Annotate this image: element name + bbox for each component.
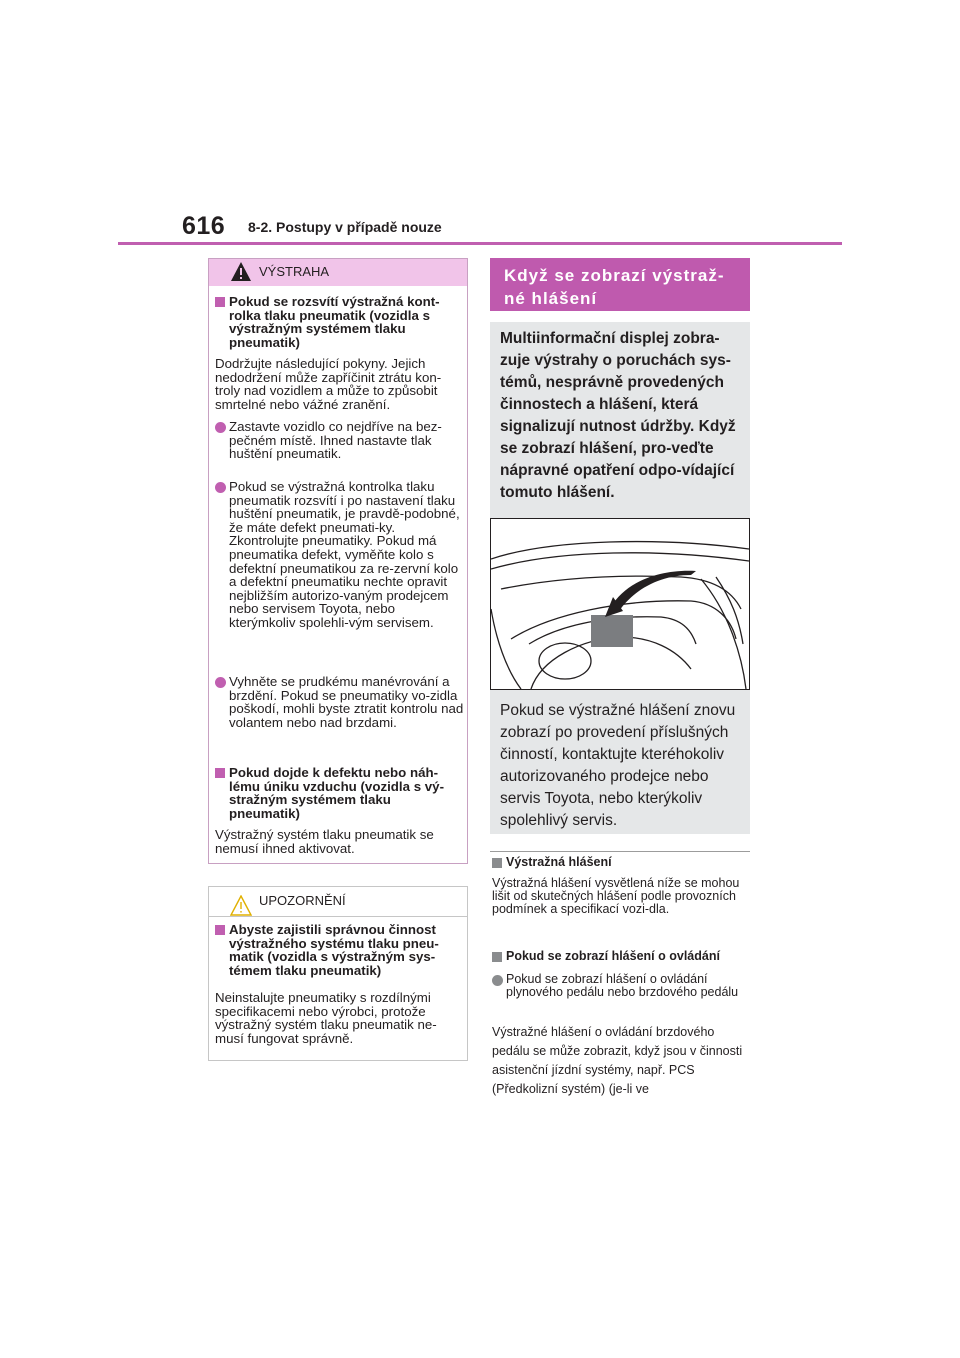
header-rule xyxy=(118,242,842,245)
square-bullet-icon xyxy=(492,858,502,868)
round-bullet-icon xyxy=(215,482,226,493)
banner-title: Když se zobrazí výstraž-né hlášení xyxy=(504,266,725,308)
section-banner xyxy=(490,258,750,311)
pedal-bullet: Pokud se zobrazí hlášení o ovládání plynového pedálu nebo brzdového pedálu xyxy=(506,972,739,999)
caution-title: UPOZORNĚNÍ xyxy=(259,893,346,908)
caution-box xyxy=(208,886,468,1061)
caution-divider xyxy=(209,916,467,917)
pedal-heading: Pokud se zobrazí hlášení o ovládání xyxy=(506,949,720,963)
warning-bullet-1: Zastavte vozidlo co nejdříve na bez-pečném místě. Ihned nastavte tlak huštění pneumatik. xyxy=(229,419,442,462)
caution-text: Neinstalujte pneumatiky s rozdílnými specifikacemi nebo výrobci, protože výstražný systém tlaku pneumatik ne-musí fungovat správně. xyxy=(215,990,437,1046)
warning-triangle-icon xyxy=(230,261,252,282)
section-title: 8-2. Postupy v případě nouze xyxy=(248,219,442,235)
square-bullet-icon xyxy=(215,297,225,307)
page-number: 616 xyxy=(182,212,226,240)
warning-heading-1: Pokud se rozsvítí výstražná kont-rolka tlaku pneumatik (vozidla s výstražným systémem tlaku pneumatik) xyxy=(229,294,440,350)
right-divider xyxy=(490,851,750,852)
caution-header xyxy=(209,887,467,914)
warning-heading-2: Pokud dojde k defektu nebo náh-lému úniku vzduchu (vozidla s vý-stražným systémem tlaku pneumatik) xyxy=(229,765,445,821)
caution-triangle-icon xyxy=(230,895,252,916)
square-bullet-icon xyxy=(215,768,225,778)
square-bullet-icon xyxy=(492,952,502,962)
panel-bold-text: Multiinformační displej zobra-zuje výstrahy o poruchách sys-témů, nesprávně provedených činnostech a hlášení, která signalizují nutnost údržby. Když se zobrazí hlášení, pro-veďte nápravné opatření odpo-vídající tomuto hlášení. xyxy=(500,330,736,501)
round-bullet-icon xyxy=(215,677,226,688)
round-bullet-icon xyxy=(492,975,503,986)
warning-header xyxy=(209,259,467,286)
dashboard-drawing-icon xyxy=(491,519,749,689)
messages-text: Výstražná hlášení vysvětlená níže se mohou lišit od skutečných hlášení podle provozních podmínek a specifikací vozi-dla. xyxy=(492,876,740,916)
panel-normal-text: Pokud se výstražné hlášení znovu zobrazí po provedení příslušných činností, kontaktujte kteréhokoliv autorizovaného prodejce nebo servis Toyota, nebo kterýkoliv spolehlivý servis. xyxy=(500,702,736,829)
messages-heading: Výstražná hlášení xyxy=(506,855,612,869)
warning-title: VÝSTRAHA xyxy=(259,264,330,279)
info-panel xyxy=(490,322,750,834)
caution-heading: Abyste zajistili správnou činnost výstražného systému tlaku pneu-matik (vozidla s výstražným sys-témem tlaku pneumatik) xyxy=(229,922,439,978)
round-bullet-icon xyxy=(215,422,226,433)
warning-bullet-3: Vyhněte se prudkému manévrování a brzdění. Pokud se pneumatiky vo-zidla poškodí, mohli byste ztratit kontrolu nad volantem nebo nad brzdami. xyxy=(229,674,464,730)
square-bullet-icon xyxy=(215,925,225,935)
warning-bullet-2: Pokud se výstražná kontrolka tlaku pneumatik rozsvítí i po nastavení tlaku huštění pneumatik, je pravdě-podobné, že máte defekt pneumati-ky. Zkontrolujte pneumatiky. Pokud má pneumatika defekt, vyměňte kolo s defektní pneumatikou za re-zervní kolo a defektní pneumatiku nechte opravit nejbližším autorizo-vaným prodejcem nebo servisem Toyota, nebo kterýmkoliv spolehli-vým servisem. xyxy=(229,479,460,630)
dashboard-illustration xyxy=(490,518,750,690)
warning-text-2: Výstražný systém tlaku pneumatik se nemusí ihned aktivovat. xyxy=(215,827,434,856)
warning-box xyxy=(208,258,468,864)
pedal-text: Výstražné hlášení o ovládání brzdového pedálu se může zobrazit, když jsou v činnosti asistenční jízdní systémy, např. PCS (Předkolizní systém) (je-li ve xyxy=(492,1025,743,1096)
warning-intro: Dodržujte následující pokyny. Jejich nedodržení může zapříčinit ztrátu kon-troly nad vozidlem a může to způsobit smrtelné nebo vážné zranění. xyxy=(215,356,442,412)
